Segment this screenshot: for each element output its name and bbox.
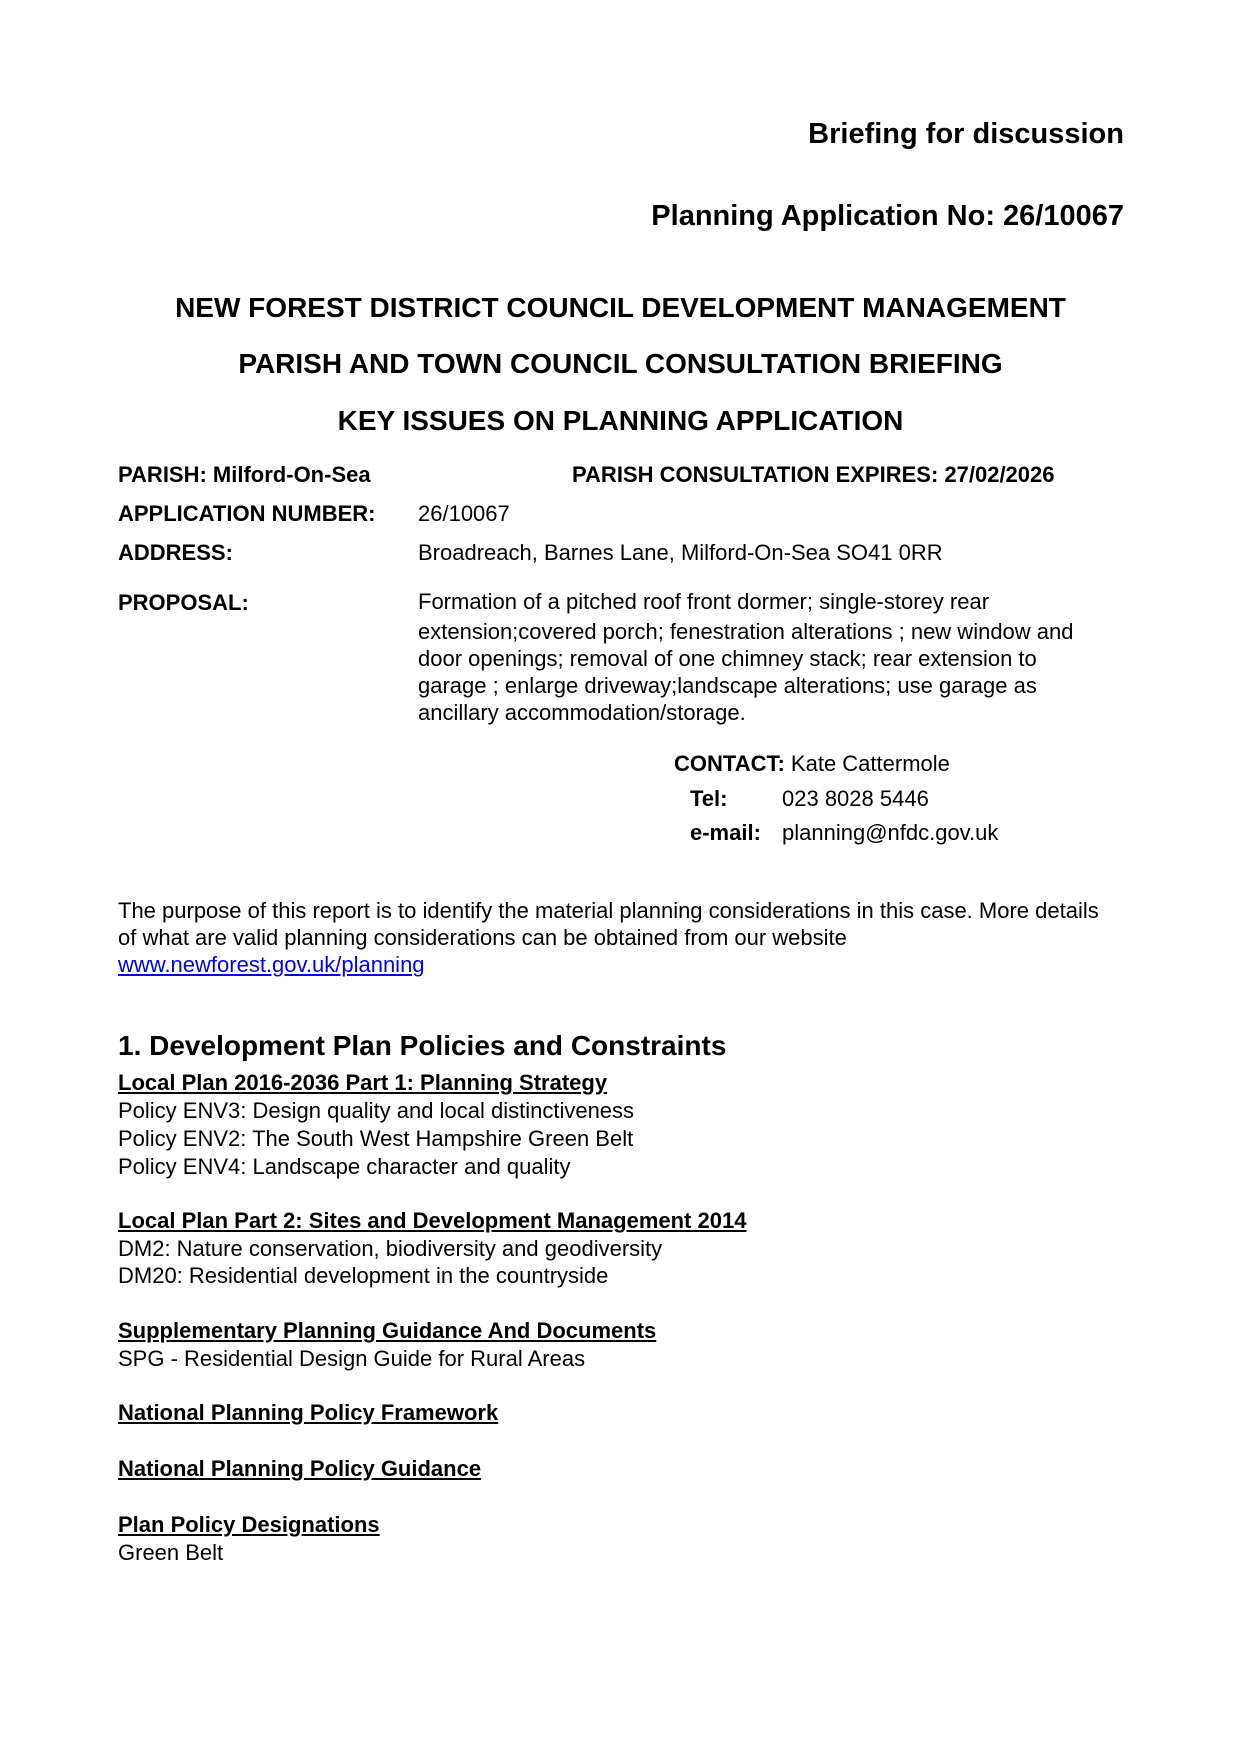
policy-item: Policy ENV2: The South West Hampshire Green Belt (118, 1126, 634, 1151)
address-label: ADDRESS: (118, 540, 233, 565)
briefing-label: Briefing for discussion (808, 118, 1124, 150)
website-link[interactable]: www.newforest.gov.uk/planning (118, 952, 425, 977)
email-value[interactable]: planning@nfdc.gov.uk (782, 820, 999, 845)
proposal-label: PROPOSAL: (118, 590, 249, 615)
designation-item: Green Belt (118, 1540, 224, 1565)
tel-label: Tel: (690, 786, 728, 811)
designations-heading: Plan Policy Designations (118, 1512, 380, 1537)
section-title: 1. Development Plan Policies and Constraints (118, 1030, 727, 1061)
local-plan-part1-heading: Local Plan 2016-2036 Part 1: Planning Strategy (118, 1070, 608, 1095)
policy-item: Policy ENV3: Design quality and local distinctiveness (118, 1098, 635, 1123)
address-value: Broadreach, Barnes Lane, Milford-On-Sea SO41 0RR (418, 540, 943, 565)
application-heading: Planning Application No: 26/10067 (651, 200, 1124, 232)
proposal-line: door openings; removal of one chimney stack; rear extension to (418, 646, 1037, 671)
proposal-line: Formation of a pitched roof front dormer; single-storey rear (418, 589, 990, 614)
nppf-heading: National Planning Policy Framework (118, 1400, 499, 1425)
title-line-2: PARISH AND TOWN COUNCIL CONSULTATION BRIEFING (238, 348, 1003, 379)
policy-item: DM20: Residential development in the countryside (118, 1263, 609, 1288)
title-line-3: KEY ISSUES ON PLANNING APPLICATION (337, 405, 904, 436)
proposal-line: garage ; enlarge driveway;landscape alterations; use garage as (418, 673, 1037, 698)
spg-heading: Supplementary Planning Guidance And Documents (118, 1318, 657, 1343)
contact-line (674, 751, 950, 777)
policy-item: Policy ENV4: Landscape character and quality (118, 1154, 571, 1179)
proposal-line: extension;covered porch; fenestration alterations ; new window and (418, 619, 1074, 644)
purpose-text: The purpose of this report is to identify the material planning considerations in this case. More details of what are valid planning considerations can be obtained from our website (118, 898, 1099, 950)
nppg-heading: National Planning Policy Guidance (118, 1456, 482, 1481)
contact-name: Kate Cattermole (790, 751, 950, 776)
title-line-1: NEW FOREST DISTRICT COUNCIL DEVELOPMENT MANAGEMENT (175, 292, 1066, 323)
proposal-text (418, 588, 1138, 726)
email-label: e-mail: (690, 820, 761, 845)
proposal-line: ancillary accommodation/storage. (418, 700, 746, 725)
application-number-value: 26/10067 (418, 501, 510, 526)
application-number-label: APPLICATION NUMBER: (118, 501, 376, 526)
parish-label: PARISH: Milford-On-Sea (118, 462, 371, 487)
local-plan-part2-heading: Local Plan Part 2: Sites and Development Management 2014 (118, 1208, 747, 1233)
tel-value: 023 8028 5446 (782, 786, 929, 811)
purpose-paragraph (118, 897, 1118, 978)
contact-label: CONTACT: (674, 751, 785, 776)
consultation-expires: PARISH CONSULTATION EXPIRES: 27/02/2026 (572, 462, 1055, 487)
policy-item: SPG - Residential Design Guide for Rural Areas (118, 1346, 586, 1371)
policy-item: DM2: Nature conservation, biodiversity and geodiversity (118, 1236, 663, 1261)
